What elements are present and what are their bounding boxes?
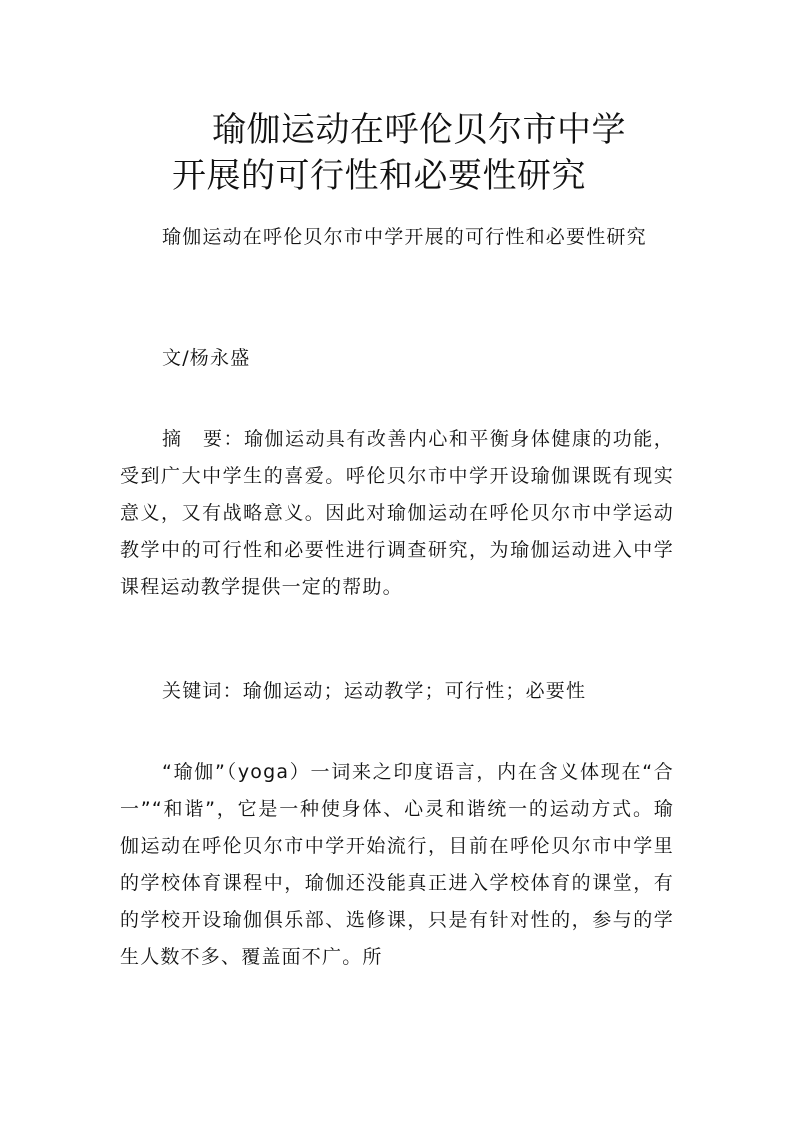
abstract-paragraph: 摘 要：瑜伽运动具有改善内心和平衡身体健康的功能，受到广大中学生的喜爱。呼伦贝尔市中学开设瑜伽课既有现实意义，又有战略意义。因此对瑜伽运动在呼伦贝尔市中学运动教学中的可行性和必要性进行调查研究，为瑜伽运动进入中学课程运动教学提供一定的帮助。: [120, 428, 674, 598]
body-paragraph: “瑜伽”（yoga）一词来之印度语言，内在含义体现在“合一”“和谐”，它是一种使身体、心灵和谐统一的运动方式。瑜伽运动在呼伦贝尔市中学开始流行，目前在呼伦贝尔市中学里的学校体育课程中，瑜伽还没能真正进入学校体育的课堂，有的学校开设瑜伽俱乐部、选修课，只是有针对性的，参与的学生人数不多、覆盖面不广。所: [120, 761, 674, 968]
title-text-2: 开展的可行性和必要性研究: [172, 156, 586, 196]
document-title-line-2: [120, 150, 680, 202]
title-text-1: 瑜伽运动在呼伦贝尔市中学: [212, 110, 626, 150]
keywords-line: 关键词：瑜伽运动；运动教学；可行性；必要性: [162, 680, 587, 702]
subtitle-paragraph: 瑜伽运动在呼伦贝尔市中学开展的可行性和必要性研究: [162, 226, 647, 248]
author-line: 文/杨永盛: [162, 347, 251, 369]
document-title-line-1: [120, 104, 680, 156]
